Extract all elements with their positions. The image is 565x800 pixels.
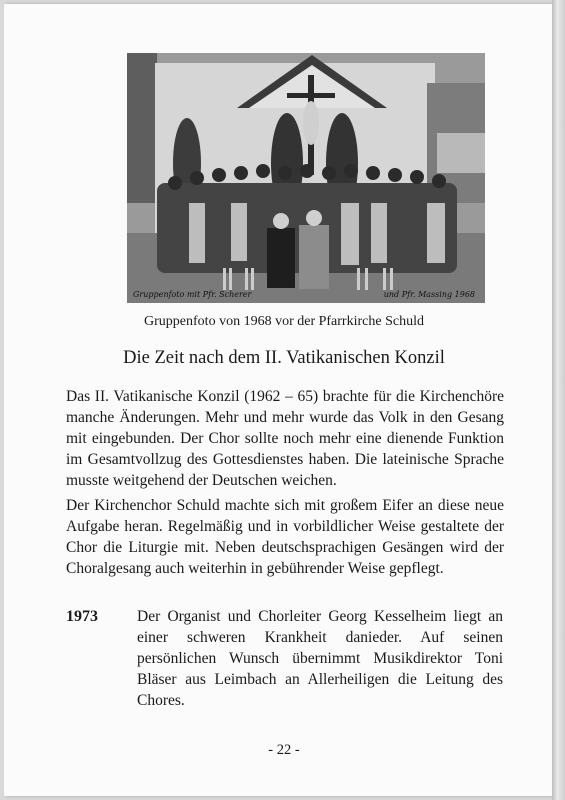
photo-inscription-left: Gruppenfoto mit Pfr. Scherer (133, 290, 252, 299)
photo-caption: Gruppenfoto von 1968 vor der Pfarrkirche Schuld (144, 314, 424, 329)
photo-inscription (133, 290, 475, 299)
page-edge (552, 0, 565, 800)
page-number: - 22 - (268, 742, 300, 758)
section-heading: Die Zeit nach dem II. Vatikanischen Konzil (123, 348, 445, 368)
group-photo (127, 53, 485, 303)
chronicle-year: 1973 (66, 608, 98, 625)
paragraph-1: Das II. Vatikanische Konzil (1962 – 65) brachte für die Kirchenchöre manche Änderungen. Mehr und mehr wurde das Volk in den Gesang mit eingebunden. Der Chor sollte noch mehr eine dienende Funktion im Gesamtvollzug des Gottesdienstes haben. Die lateinische Sprache musste weitgehend der Deutschen weichen. (66, 388, 504, 489)
group-photo-image (127, 53, 485, 303)
chronicle-entry: Der Organist und Chorleiter Georg Kesselheim liegt an einer schweren Krankheit danieder. Auf seinen persönlichen Wunsch übernimmt Musikdirektor Toni Bläser aus Leimbach an Allerheiligen die Leitung des Chores. (137, 608, 503, 709)
document-page (4, 4, 552, 796)
paragraph-2: Der Kirchenchor Schuld machte sich mit großem Eifer an diese neue Aufgabe heran. Regelmäßig und in vorbildlicher Weise gestaltete der Chor die Liturgie mit. Neben deutschsprachigen Gesängen wird der Choralgesang auch weiterhin in gebührender Weise gepflegt. (66, 497, 504, 577)
photo-inscription-right: und Pfr. Massing 1968 (383, 290, 475, 299)
